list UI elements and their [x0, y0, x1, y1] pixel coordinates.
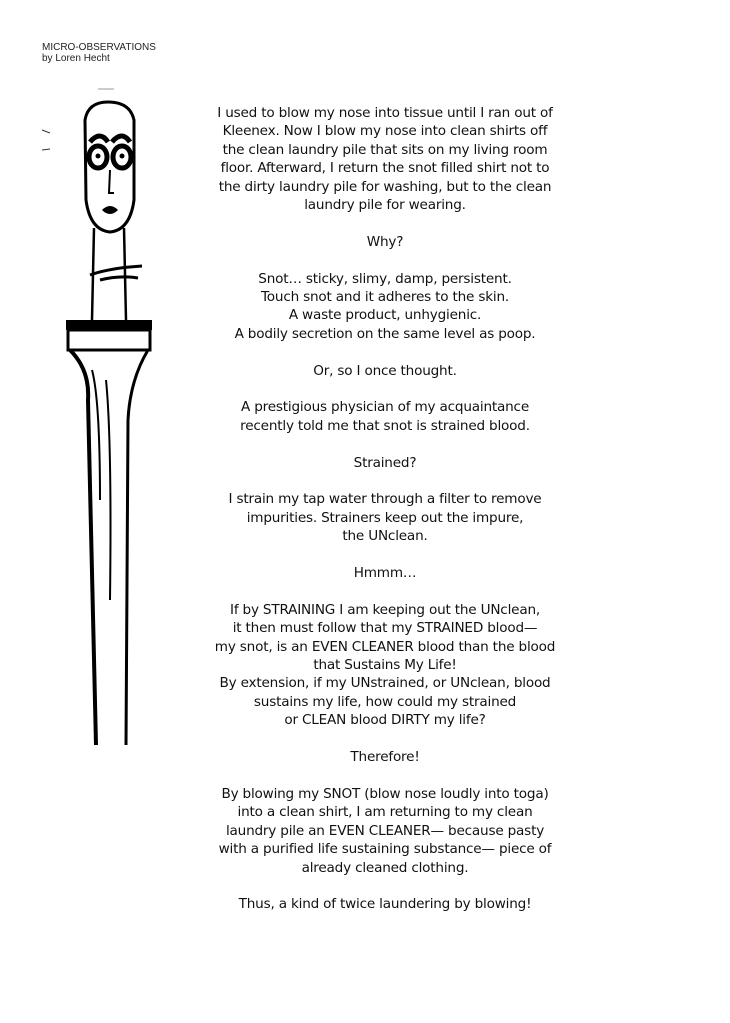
paragraph: By blowing my SNOT (blow nose loudly into toga) into a clean shirt, I am returning to my clean laundry pile an EVEN CLEANER— because pasty with a purified life sustaining substance— piece of already cleaned clothing. — [218, 785, 552, 876]
paragraph: Or, so I once thought. — [313, 362, 457, 379]
paragraph: I used to blow my nose into tissue until I ran out of Kleenex. Now I blow my nose into clean shirts off the clean laundry pile that sits on my living room floor. Afterward, I return the snot filled shirt not to the dirty laundry pile for washing, but to the clean laundry pile for wearing. — [217, 105, 553, 214]
paragraph: Strained? — [353, 454, 417, 471]
paragraph: I strain my tap water through a filter to remove impurities. Strainers keep out the impure, the UNclean. — [228, 491, 542, 545]
header — [42, 42, 156, 64]
paragraph: Why? — [366, 233, 404, 250]
article-body — [200, 104, 570, 932]
paragraph: If by STRAINING I am keeping out the UNclean, it then must follow that my STRAINED blood— my snot, is an EVEN CLEANER blood than the blood that Sustains My Life! By extension, if my UNstrained, or UNclean, blood sustains my life, how could my strained or CLEAN blood DIRTY my life? — [214, 601, 556, 729]
paragraph: Thus, a kind of twice laundering by blowing! — [238, 896, 532, 913]
paragraph: Therefore! — [350, 749, 420, 766]
illustration-head-on-column — [30, 80, 170, 745]
paragraph: A prestigious physician of my acquaintance recently told me that snot is strained blood. — [240, 399, 530, 434]
byline: by Loren Hecht — [42, 53, 110, 64]
paragraph: Snot… sticky, slimy, damp, persistent. Touch snot and it adheres to the skin. A waste product, unhygienic. A bodily secretion on the same level as poop. — [234, 270, 536, 342]
paragraph: Hmmm… — [353, 565, 417, 582]
series-title: MICRO-OBSERVATIONS — [42, 42, 156, 53]
